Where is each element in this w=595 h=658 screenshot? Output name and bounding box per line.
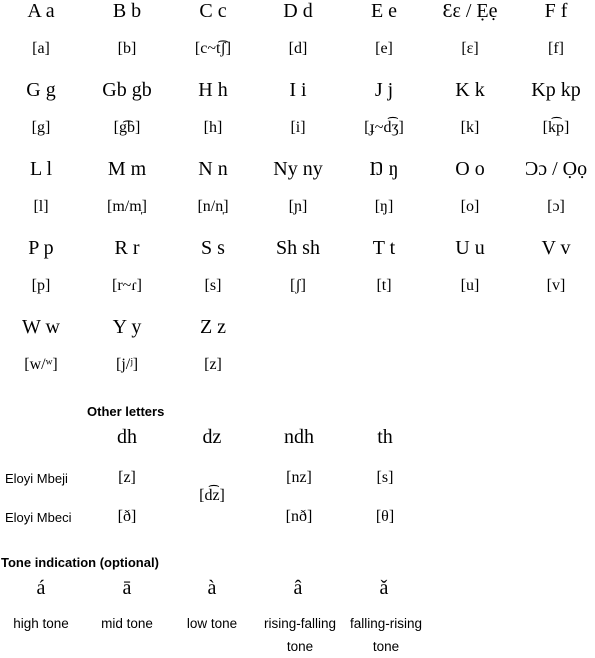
other-letter-ndh: ndh: [284, 426, 314, 448]
alphabet-letter: L l: [29, 158, 53, 180]
alphabet-letter: Ɛɛ / Ẹẹ: [442, 0, 498, 22]
alphabet-ipa: [m/m̩]: [107, 198, 147, 215]
alphabet-ipa: [f]: [548, 40, 564, 57]
alphabet-letter: H h: [198, 79, 228, 101]
alphabet-letter: T t: [372, 237, 396, 259]
alphabet-ipa: [ɟ~d͡ʒ]: [364, 119, 404, 136]
alphabet-ipa: [ŋ]: [374, 198, 394, 215]
other-letter-dh: dh: [117, 426, 137, 448]
alphabet-letter: Z z: [199, 316, 227, 338]
alphabet-letter: N n: [198, 158, 228, 180]
alphabet-letter: B b: [112, 0, 142, 22]
alphabet-ipa: [g]: [31, 119, 51, 136]
alphabet-letter: I i: [289, 79, 307, 101]
alphabet-letter: F f: [544, 0, 568, 22]
alphabet-ipa: [k͡p]: [542, 119, 570, 136]
alphabet-ipa: [b]: [117, 40, 137, 57]
alphabet-letter: K k: [455, 79, 485, 101]
alphabet-letter: M m: [107, 158, 147, 180]
alphabet-letter: Ŋ ŋ: [369, 158, 399, 180]
tone-mark-rising-falling: â: [293, 577, 303, 599]
alphabet-letter: S s: [201, 237, 225, 259]
alphabet-letter: Ny ny: [273, 158, 323, 180]
mbeji-th-value: [s]: [376, 469, 394, 486]
alphabet-ipa: [n/n̩]: [197, 198, 229, 215]
tone-heading: Tone indication (optional): [1, 555, 159, 570]
tone-mark-falling-rising: ǎ: [379, 577, 389, 599]
row-label-mbeji: Eloyi Mbeji: [5, 471, 68, 486]
alphabet-ipa: [u]: [460, 277, 480, 294]
alphabet-ipa: [t]: [376, 277, 392, 294]
alphabet-ipa: [p]: [31, 277, 51, 294]
tone-mark-mid: ā: [122, 577, 132, 599]
alphabet-ipa: [v]: [546, 277, 566, 294]
alphabet-ipa: [r~ɾ]: [112, 277, 142, 294]
alphabet-ipa: [z]: [204, 356, 222, 373]
alphabet-ipa: [c~t͡ʃ]: [194, 40, 232, 57]
alphabet-ipa: [o]: [460, 198, 480, 215]
alphabet-letter: U u: [455, 237, 485, 259]
alphabet-letter: G g: [26, 79, 56, 101]
alphabet-ipa: [w/ʷ]: [24, 356, 58, 373]
alphabet-ipa: [h]: [203, 119, 223, 136]
alphabet-ipa: [i]: [290, 119, 306, 136]
dz-shared-value: [d͡z]: [199, 487, 225, 504]
alphabet-letter: Y y: [112, 316, 142, 338]
tone-label-high: high tone: [13, 616, 69, 631]
other-letter-dz: dz: [202, 426, 222, 448]
tone-label-rising-falling: rising-falling tone: [263, 616, 337, 654]
mbeci-dh-value: [ð]: [117, 508, 137, 525]
mbeji-ndh-value: [nz]: [286, 469, 312, 486]
alphabet-letter: E e: [370, 0, 398, 22]
alphabet-letter: Gb gb: [102, 79, 152, 101]
row-label-mbeci: Eloyi Mbeci: [5, 510, 72, 525]
alphabet-letter: W w: [22, 316, 60, 338]
alphabet-letter: Sh sh: [276, 237, 320, 259]
other-letters-heading: Other letters: [87, 404, 165, 419]
alphabet-letter: P p: [28, 237, 54, 259]
alphabet-letter: Kp kp: [531, 79, 581, 101]
alphabet-letter: O o: [455, 158, 485, 180]
alphabet-ipa: [ɲ]: [288, 198, 308, 215]
mbeci-th-value: [θ]: [375, 508, 395, 525]
mbeci-ndh-value: [nð]: [285, 508, 313, 525]
mbeji-dh-value: [z]: [118, 469, 136, 486]
alphabet-ipa: [a]: [32, 40, 50, 57]
alphabet-ipa: [s]: [204, 277, 222, 294]
alphabet-letter: C c: [199, 0, 227, 22]
other-letter-th: th: [377, 426, 393, 448]
alphabet-ipa: [d]: [288, 40, 308, 57]
alphabet-letter: R r: [114, 237, 140, 259]
tone-label-low: low tone: [186, 616, 238, 631]
alphabet-ipa: [g͡b]: [113, 119, 141, 136]
alphabet-ipa: [e]: [375, 40, 393, 57]
alphabet-letter: Ɔɔ / Ọọ: [524, 158, 588, 180]
alphabet-ipa: [k]: [460, 119, 480, 136]
tone-mark-high: á: [36, 577, 46, 599]
alphabet-letter: V v: [541, 237, 571, 259]
tone-label-falling-rising: falling-rising tone: [349, 616, 423, 654]
alphabet-letter: J j: [374, 79, 394, 101]
tone-mark-low: à: [207, 577, 217, 599]
alphabet-ipa: [ɛ]: [461, 40, 479, 57]
alphabet-ipa: [ʃ]: [290, 277, 306, 294]
alphabet-ipa: [j/ʲ]: [115, 356, 139, 373]
alphabet-letter: D d: [283, 0, 313, 22]
alphabet-ipa: [ɔ]: [547, 198, 565, 215]
alphabet-letter: A a: [27, 0, 55, 22]
tone-label-mid: mid tone: [101, 616, 153, 631]
alphabet-ipa: [l]: [33, 198, 49, 215]
